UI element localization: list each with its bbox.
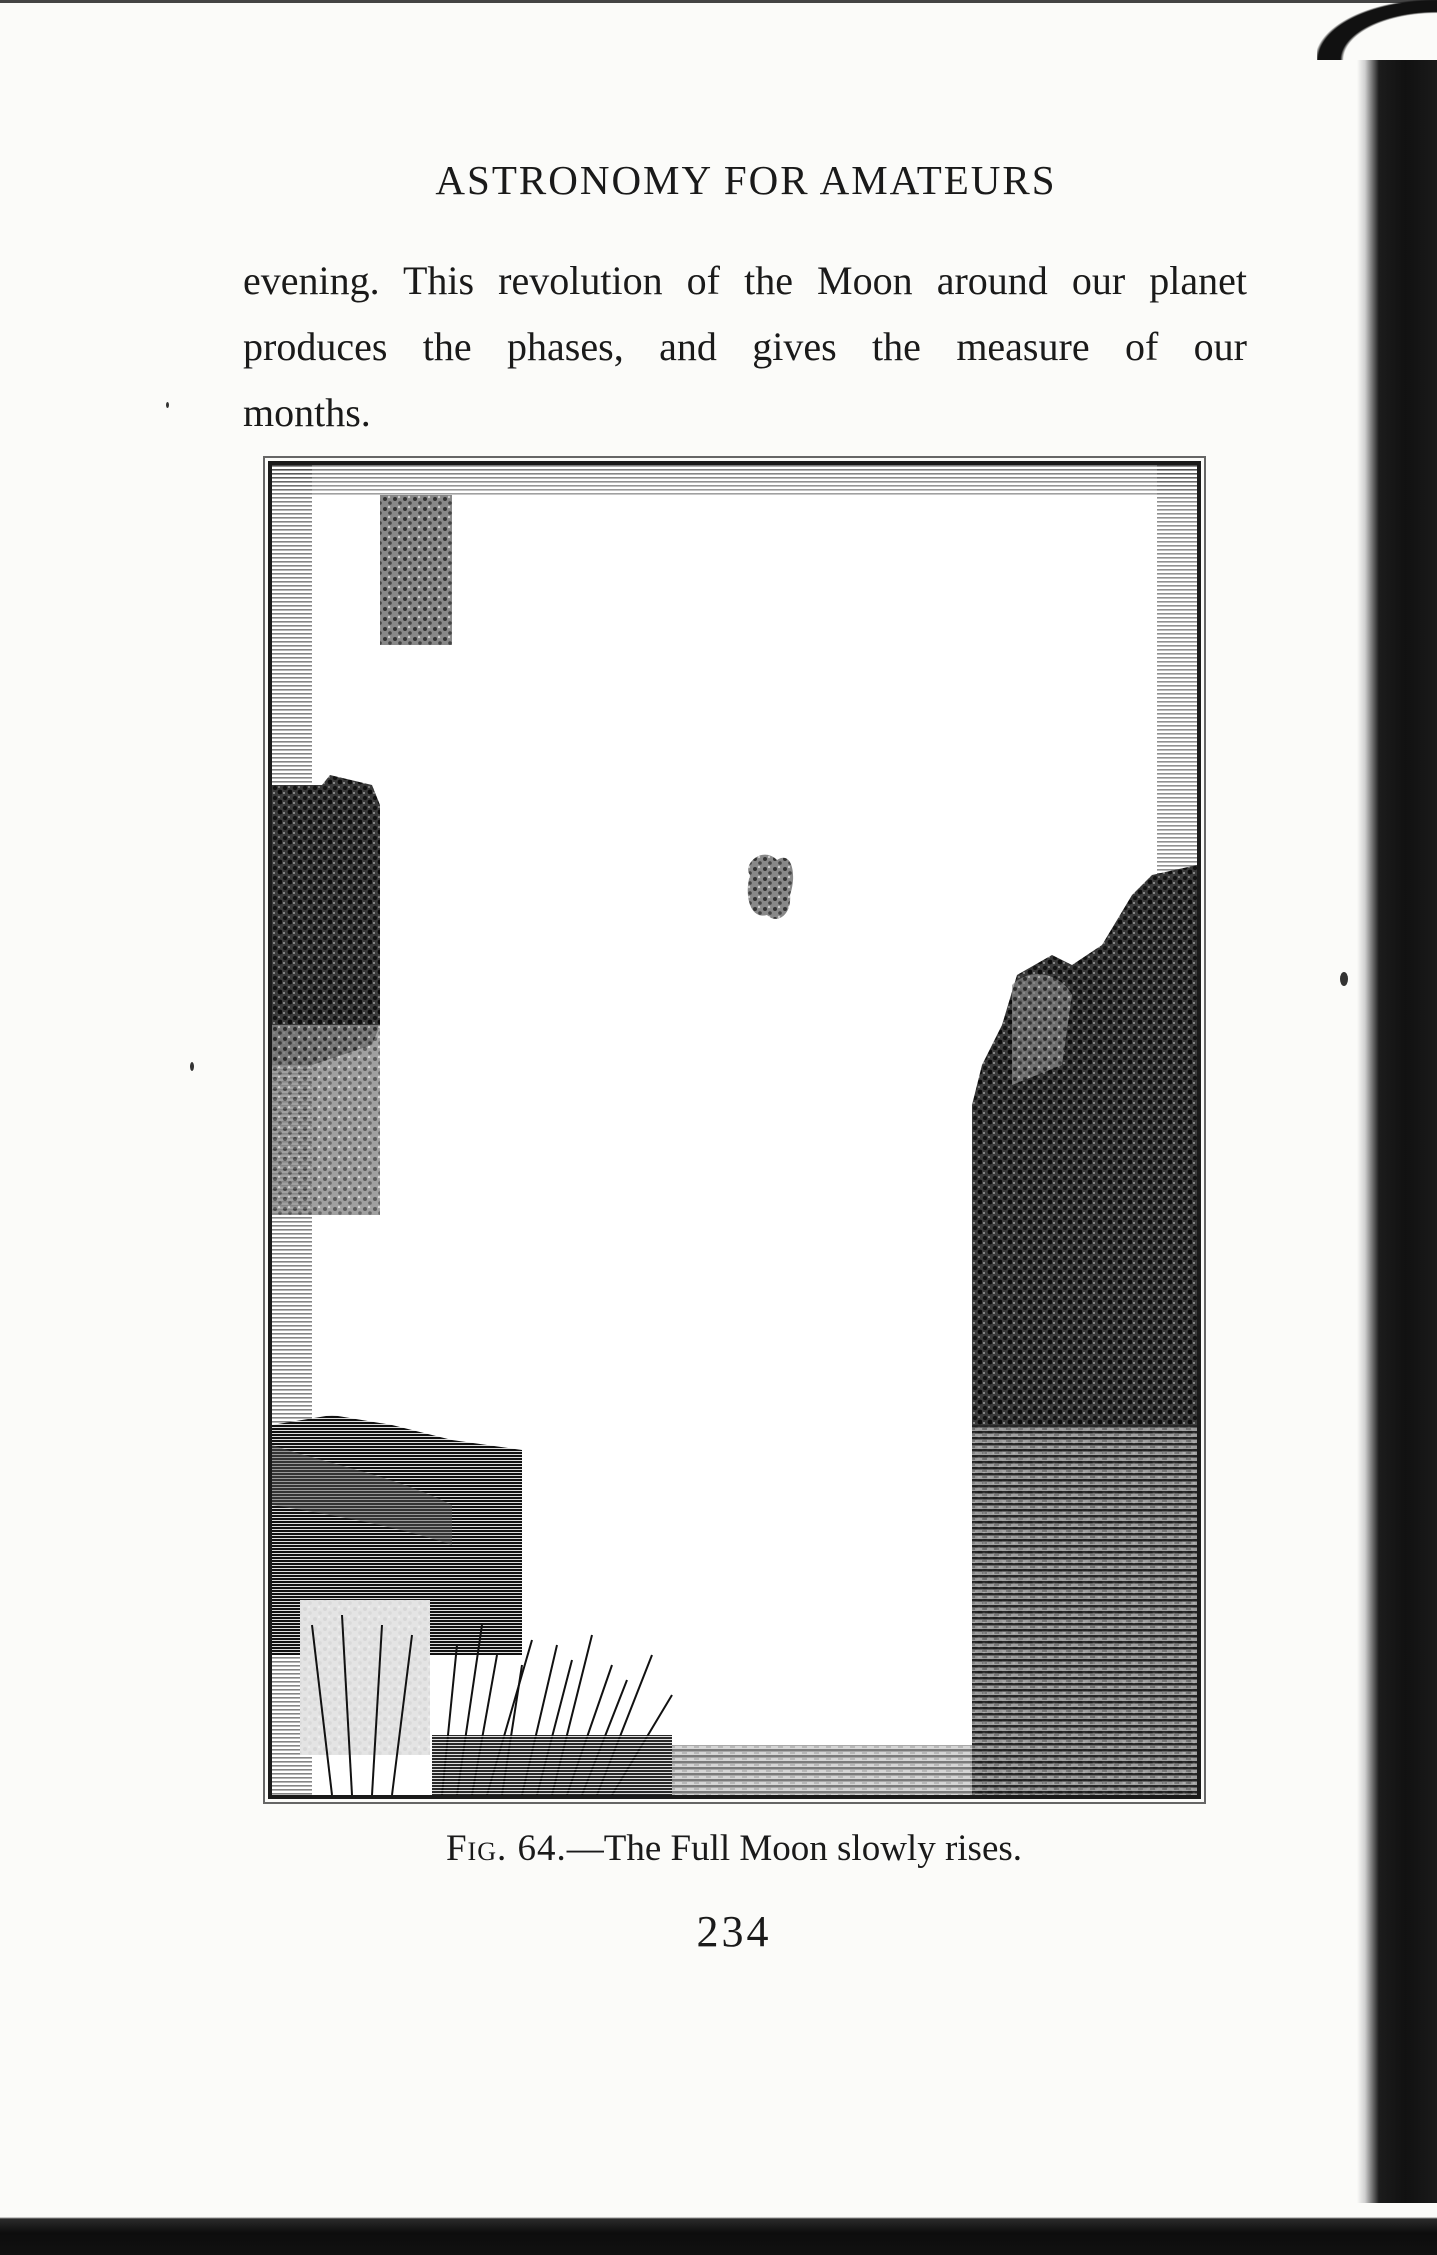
figure-label: Fig. 64. (445, 1828, 567, 1869)
figure-caption-text: —The Full Moon slowly rises. (566, 1828, 1023, 1869)
running-head: ASTRONOMY FOR AMATEURS (435, 157, 1057, 203)
scan-speck (1340, 972, 1348, 986)
page-corner-shadow (1317, 0, 1437, 60)
scan-speck (166, 402, 169, 408)
scan-speck (190, 1062, 194, 1071)
page-edge-shadow (1357, 60, 1437, 2220)
figure-caption (0, 1827, 1437, 1870)
page-number: 234 (696, 1907, 772, 1956)
page-top-rule (0, 0, 1437, 6)
page-bottom-shadow (0, 2203, 1437, 2255)
engraving-illustration (272, 465, 1197, 1795)
body-paragraph: evening. This revolution of the Moon around our planet produces the phases, and gives the measure of our months. (243, 258, 1247, 435)
moonrise-engraving (268, 461, 1201, 1799)
